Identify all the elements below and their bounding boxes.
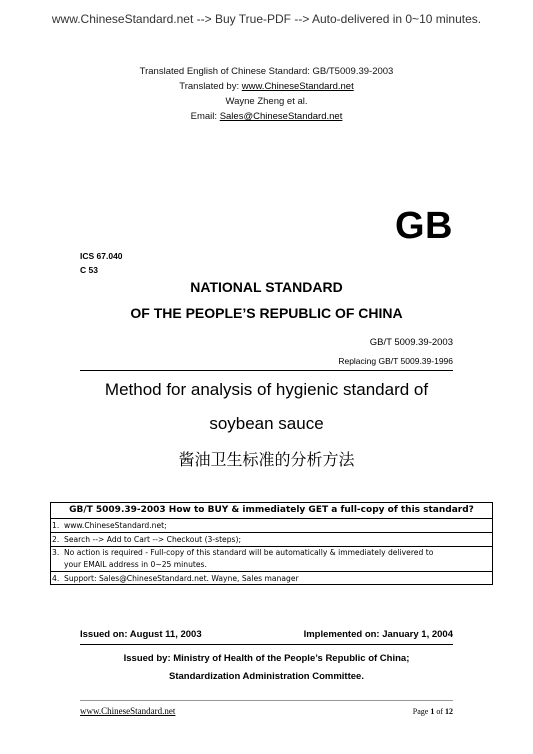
implemented-on-date: Implemented on: January 1, 2004	[303, 629, 453, 640]
top-banner: www.ChineseStandard.net --> Buy True-PDF --> Auto-delivered in 0~10 minutes.	[51, 12, 482, 26]
divider	[80, 370, 453, 371]
national-standard-heading: NATIONAL STANDARD	[190, 279, 343, 295]
step-text: Search --> Add to Cart --> Checkout (3-steps);	[64, 535, 242, 544]
translated-by-label: Translated by:	[179, 81, 242, 92]
step-number: 4.	[52, 574, 60, 583]
step-text: Support: Sales@ChineseStandard.net. Wayne, Sales manager	[64, 574, 299, 583]
page-indicator	[413, 707, 453, 716]
purchase-heading: GB/T 5009.39-2003 How to BUY & immediately GET a full-copy of this standard?	[51, 503, 492, 519]
issuing-authority-2: Standardization Administration Committee.	[169, 671, 364, 682]
title-english-line-1: Method for analysis of hygienic standard of	[104, 380, 429, 399]
standard-code: GB/T 5009.39-2003	[369, 337, 453, 348]
email-link[interactable]: Sales@ChineseStandard.net	[219, 111, 343, 122]
translated-by	[0, 79, 533, 94]
page-total: 12	[445, 707, 453, 716]
step-text: No action is required - Full-copy of this standard will be automatically & immediately delivered to	[64, 548, 434, 557]
translation-source: Translated English of Chinese Standard: GB/T5009.39-2003	[139, 66, 394, 77]
gb-logo: GB	[395, 205, 453, 247]
classification-codes	[80, 249, 123, 277]
step-text-continued: your EMAIL address in 0~25 minutes.	[64, 560, 207, 569]
purchase-step	[51, 547, 492, 572]
page-number: 1	[430, 707, 435, 716]
purchase-step	[51, 519, 492, 533]
translator-site-link[interactable]: www.ChineseStandard.net	[241, 81, 354, 92]
title-chinese: 酱油卫生标准的分析方法	[178, 450, 355, 469]
title-english-line-2: soybean sauce	[209, 414, 324, 433]
email-line	[0, 109, 533, 124]
step-number: 3.	[52, 548, 60, 557]
step-number: 2.	[52, 535, 60, 544]
footer-divider	[80, 700, 453, 701]
footer-site-link[interactable]: www.ChineseStandard.net	[80, 706, 176, 716]
page-label: Page	[412, 707, 431, 716]
purchase-info-box	[50, 502, 493, 585]
issuing-authority: Issued by: Ministry of Health of the People’s Republic of China;	[123, 653, 410, 664]
issued-on-date: Issued on: August 11, 2003	[80, 629, 202, 640]
purchase-step	[51, 533, 492, 547]
ics-code: ICS 67.040	[80, 251, 123, 261]
ccs-code: C 53	[80, 265, 98, 275]
purchase-step	[51, 572, 492, 585]
page-of-label: of	[434, 707, 445, 716]
step-text: www.ChineseStandard.net;	[64, 521, 167, 530]
translator-name: Wayne Zheng et al.	[225, 96, 308, 107]
replacing-code: Replacing GB/T 5009.39-1996	[338, 356, 453, 366]
translation-info	[0, 64, 533, 124]
republic-heading: OF THE PEOPLE’S REPUBLIC OF CHINA	[130, 305, 403, 321]
dates-divider	[80, 644, 453, 645]
step-number: 1.	[52, 521, 60, 530]
email-label: Email:	[190, 111, 220, 122]
